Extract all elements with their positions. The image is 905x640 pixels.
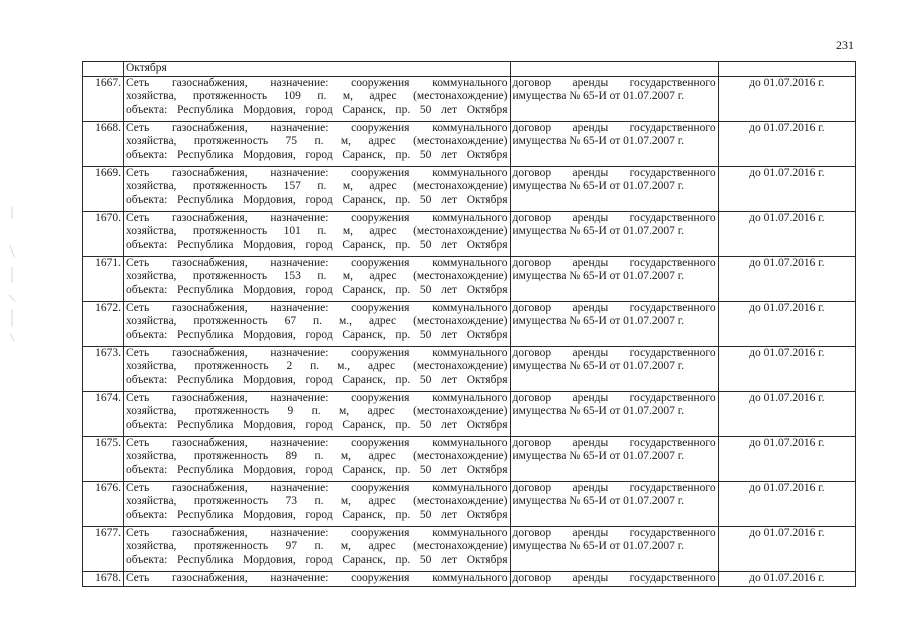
object-description	[124, 526, 511, 571]
continuation-contract-cell	[510, 62, 718, 77]
continuation-term-cell	[718, 62, 855, 77]
lease-term: до 01.07.2016 г.	[718, 301, 855, 346]
row-number: 1678.	[83, 571, 124, 586]
row-number: 1677.	[83, 526, 124, 571]
contract-cell	[510, 121, 718, 166]
object-line-1: Сеть газоснабжения, назначение: сооружения коммунального	[126, 436, 508, 449]
lease-term: до 01.07.2016 г.	[718, 256, 855, 301]
contract-line-2: имущества № 65-И от 01.07.2007 г.	[512, 135, 685, 148]
object-line-2: хозяйства, протяженность 73 п. м, адрес (местонахождение)	[126, 495, 508, 508]
contract-cell	[510, 76, 718, 121]
row-number: 1675.	[83, 436, 124, 481]
contract-line-2: имущества № 65-И от 01.07.2007 г.	[512, 270, 685, 283]
row-number: 1668.	[83, 121, 124, 166]
object-line-2: хозяйства, протяженность 109 п. м, адрес (местонахождение)	[126, 90, 508, 103]
row-number: 1669.	[83, 166, 124, 211]
object-line-3: объекта: Республика Мордовия, город Саранск, пр. 50 лет Октября	[126, 463, 508, 476]
contract-line-1: договор аренды государственного	[512, 256, 716, 269]
table-row	[83, 346, 856, 391]
contract-line-2: имущества № 65-И от 01.07.2007 г.	[512, 495, 685, 508]
lease-term: до 01.07.2016 г.	[718, 76, 855, 121]
contract-line-1: договор аренды государственного	[512, 166, 716, 179]
object-line-1: Сеть газоснабжения, назначение: сооружения коммунального	[126, 256, 508, 269]
object-line-1: Сеть газоснабжения, назначение: сооружения коммунального	[126, 121, 508, 134]
table-row	[83, 436, 856, 481]
contract-cell	[510, 391, 718, 436]
object-line-3: объекта: Республика Мордовия, город Саранск, пр. 50 лет Октября	[126, 508, 508, 521]
property-table	[82, 61, 856, 587]
contract-line-1: договор аренды государственного	[512, 121, 716, 134]
lease-term: до 01.07.2016 г.	[718, 391, 855, 436]
row-number: 1674.	[83, 391, 124, 436]
object-line-1: Сеть газоснабжения, назначение: сооружения коммунального	[126, 211, 508, 224]
contract-line-2: имущества № 65-И от 01.07.2007 г.	[512, 90, 685, 103]
object-line-1: Сеть газоснабжения, назначение: сооружения коммунального	[126, 301, 508, 314]
table-row	[83, 256, 856, 301]
object-line-1: Сеть газоснабжения, назначение: сооружения коммунального	[126, 76, 508, 89]
row-number: 1667.	[83, 76, 124, 121]
continuation-number-cell	[83, 62, 124, 77]
table-row	[83, 211, 856, 256]
contract-cell	[510, 211, 718, 256]
object-line-1: Сеть газоснабжения, назначение: сооружения коммунального	[126, 391, 508, 404]
object-line-2: хозяйства, протяженность 67 п. м., адрес (местонахождение)	[126, 315, 508, 328]
row-number: 1673.	[83, 346, 124, 391]
contract-line-2: имущества № 65-И от 01.07.2007 г.	[512, 540, 685, 553]
object-line-1: Сеть газоснабжения, назначение: сооружения коммунального	[126, 346, 508, 359]
object-line-3: объекта: Республика Мордовия, город Саранск, пр. 50 лет Октября	[126, 193, 508, 206]
contract-line-1: договор аренды государственного	[512, 211, 716, 224]
contract-line-2: имущества № 65-И от 01.07.2007 г.	[512, 180, 685, 193]
contract-line-2: имущества № 65-И от 01.07.2007 г.	[512, 360, 685, 373]
table-row	[83, 301, 856, 346]
contract-cell	[510, 166, 718, 211]
contract-cell	[510, 301, 718, 346]
lease-term: до 01.07.2016 г.	[718, 121, 855, 166]
object-line-1: Сеть газоснабжения, назначение: сооружения коммунального	[126, 571, 508, 584]
object-description	[124, 571, 511, 586]
contract-line-1: договор аренды государственного	[512, 391, 716, 404]
table-row-partial	[83, 571, 856, 586]
object-description	[124, 301, 511, 346]
object-line-3: объекта: Республика Мордовия, город Саранск, пр. 50 лет Октября	[126, 553, 508, 566]
object-line-2: хозяйства, протяженность 2 п. м., адрес (местонахождение)	[126, 360, 508, 373]
object-line-2: хозяйства, протяженность 97 п. м, адрес (местонахождение)	[126, 540, 508, 553]
contract-line-1: договор аренды государственного	[512, 76, 716, 89]
object-line-2: хозяйства, протяженность 89 п. м, адрес (местонахождение)	[126, 450, 508, 463]
continuation-object-cell: Октября	[124, 62, 511, 77]
object-description	[124, 211, 511, 256]
lease-term: до 01.07.2016 г.	[718, 436, 855, 481]
object-line-3: объекта: Республика Мордовия, город Саранск, пр. 50 лет Октября	[126, 283, 508, 296]
object-line-1: Сеть газоснабжения, назначение: сооружения коммунального	[126, 481, 508, 494]
object-line-3: объекта: Республика Мордовия, город Саранск, пр. 50 лет Октября	[126, 418, 508, 431]
object-line-2: хозяйства, протяженность 75 п. м, адрес (местонахождение)	[126, 135, 508, 148]
contract-line-1: договор аренды государственного	[512, 436, 716, 449]
lease-term: до 01.07.2016 г.	[718, 211, 855, 256]
table-row	[83, 526, 856, 571]
contract-line-2: имущества № 65-И от 01.07.2007 г.	[512, 450, 685, 463]
contract-line-2: имущества № 65-И от 01.07.2007 г.	[512, 315, 685, 328]
table-row	[83, 76, 856, 121]
property-table-body	[83, 62, 856, 587]
contract-line-1: договор аренды государственного	[512, 526, 716, 539]
lease-term: до 01.07.2016 г.	[718, 166, 855, 211]
object-description	[124, 436, 511, 481]
contract-cell	[510, 526, 718, 571]
object-line-2: хозяйства, протяженность 157 п. м, адрес (местонахождение)	[126, 180, 508, 193]
table-row	[83, 481, 856, 526]
object-description	[124, 121, 511, 166]
row-number: 1672.	[83, 301, 124, 346]
contract-cell	[510, 571, 718, 586]
object-line-2: хозяйства, протяженность 153 п. м, адрес (местонахождение)	[126, 270, 508, 283]
row-number: 1676.	[83, 481, 124, 526]
object-line-3: объекта: Республика Мордовия, город Саранск, пр. 50 лет Октября	[126, 148, 508, 161]
contract-line-1: договор аренды государственного	[512, 571, 716, 584]
row-number: 1670.	[83, 211, 124, 256]
contract-cell	[510, 256, 718, 301]
contract-cell	[510, 346, 718, 391]
lease-term: до 01.07.2016 г.	[718, 571, 855, 586]
object-line-3: объекта: Республика Мордовия, город Саранск, пр. 50 лет Октября	[126, 373, 508, 386]
contract-line-2: имущества № 65-И от 01.07.2007 г.	[512, 225, 685, 238]
contract-line-1: договор аренды государственного	[512, 346, 716, 359]
object-line-1: Сеть газоснабжения, назначение: сооружения коммунального	[126, 526, 508, 539]
continuation-row	[83, 62, 856, 77]
lease-term: до 01.07.2016 г.	[718, 526, 855, 571]
object-description	[124, 346, 511, 391]
table-row	[83, 166, 856, 211]
object-description	[124, 391, 511, 436]
object-description	[124, 76, 511, 121]
object-description	[124, 256, 511, 301]
table-row	[83, 391, 856, 436]
contract-line-1: договор аренды государственного	[512, 481, 716, 494]
page-number: 231	[836, 38, 854, 52]
table-row	[83, 121, 856, 166]
object-line-3: объекта: Республика Мордовия, город Саранск, пр. 50 лет Октября	[126, 328, 508, 341]
object-line-3: объекта: Республика Мордовия, город Саранск, пр. 50 лет Октября	[126, 103, 508, 116]
contract-line-1: договор аренды государственного	[512, 301, 716, 314]
object-line-2: хозяйства, протяженность 101 п. м, адрес (местонахождение)	[126, 225, 508, 238]
object-line-3: объекта: Республика Мордовия, город Саранск, пр. 50 лет Октября	[126, 238, 508, 251]
object-line-2: хозяйства, протяженность 9 п. м, адрес (местонахождение)	[126, 405, 508, 418]
object-line-1: Сеть газоснабжения, назначение: сооружения коммунального	[126, 166, 508, 179]
lease-term: до 01.07.2016 г.	[718, 346, 855, 391]
row-number: 1671.	[83, 256, 124, 301]
contract-cell	[510, 481, 718, 526]
contract-cell	[510, 436, 718, 481]
lease-term: до 01.07.2016 г.	[718, 481, 855, 526]
object-description	[124, 481, 511, 526]
contract-line-2: имущества № 65-И от 01.07.2007 г.	[512, 405, 685, 418]
scan-artifact-marks	[4, 205, 20, 345]
object-description	[124, 166, 511, 211]
